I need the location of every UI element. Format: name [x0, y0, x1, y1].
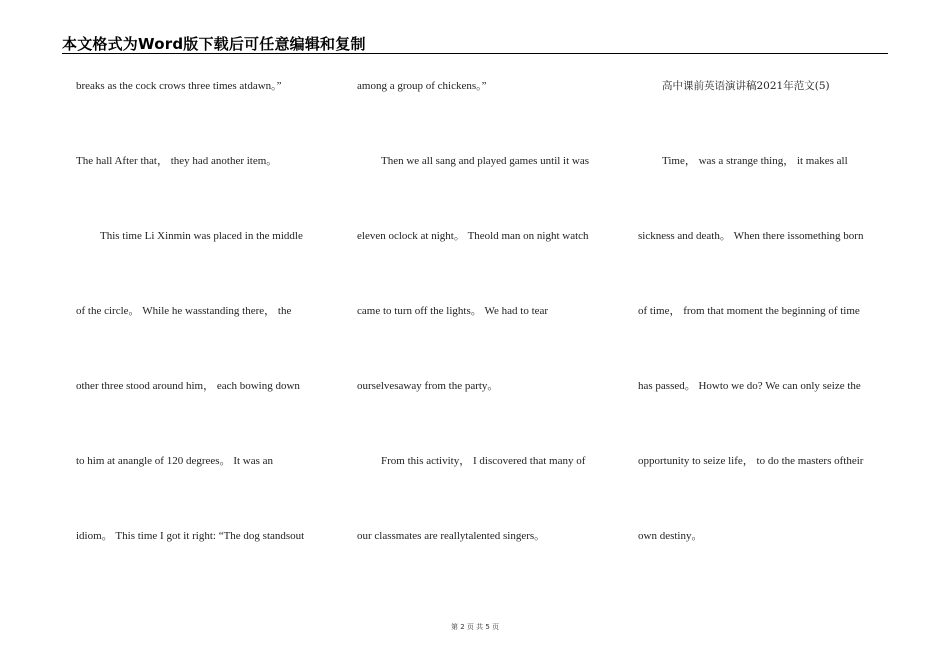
text-line: Time， was a strange thing， it makes all	[662, 155, 848, 167]
text-line: sickness and death。 When there issomething born	[638, 230, 864, 242]
text-line: ourselvesaway from the party。	[357, 380, 499, 392]
text-line: to him at anangle of 120 degrees。 It was an	[76, 455, 274, 467]
section-title: 高中课前英语演讲稿2021年范文(5)	[662, 80, 830, 92]
text-line: own destiny。	[638, 530, 703, 542]
page-number: 第 2 页 共 5 页	[450, 623, 500, 631]
text-line: This time Li Xinmin was placed in the middle	[100, 230, 303, 242]
text-line: came to turn off the lights。 We had to tear	[357, 305, 549, 317]
header-divider	[62, 53, 888, 54]
text-line: The hall After that， they had another item。	[76, 155, 278, 167]
text-line: has passed。 Howto we do? We can only seize the	[638, 380, 861, 392]
text-line: other three stood around him， each bowing down	[76, 380, 300, 392]
text-line: idiom。 This time I got it right: “The dog standsout	[76, 530, 305, 542]
text-line: From this activity， I discovered that many of	[381, 455, 586, 467]
text-line: of time， from that moment the beginning of time	[638, 305, 860, 317]
document-header-title: 本文格式为Word版下载后可任意编辑和复制	[62, 35, 366, 53]
text-line: Then we all sang and played games until it was	[381, 155, 590, 167]
text-line: among a group of chickens。”	[357, 80, 487, 92]
text-line: eleven oclock at night。 Theold man on night watch	[357, 230, 589, 242]
text-line: opportunity to seize life， to do the masters oftheir	[638, 455, 864, 467]
text-line: breaks as the cock crows three times atdawn。”	[76, 80, 282, 92]
text-line: our classmates are reallytalented singers。	[357, 530, 546, 542]
text-line: of the circle。 While he wasstanding there， the	[76, 305, 292, 317]
